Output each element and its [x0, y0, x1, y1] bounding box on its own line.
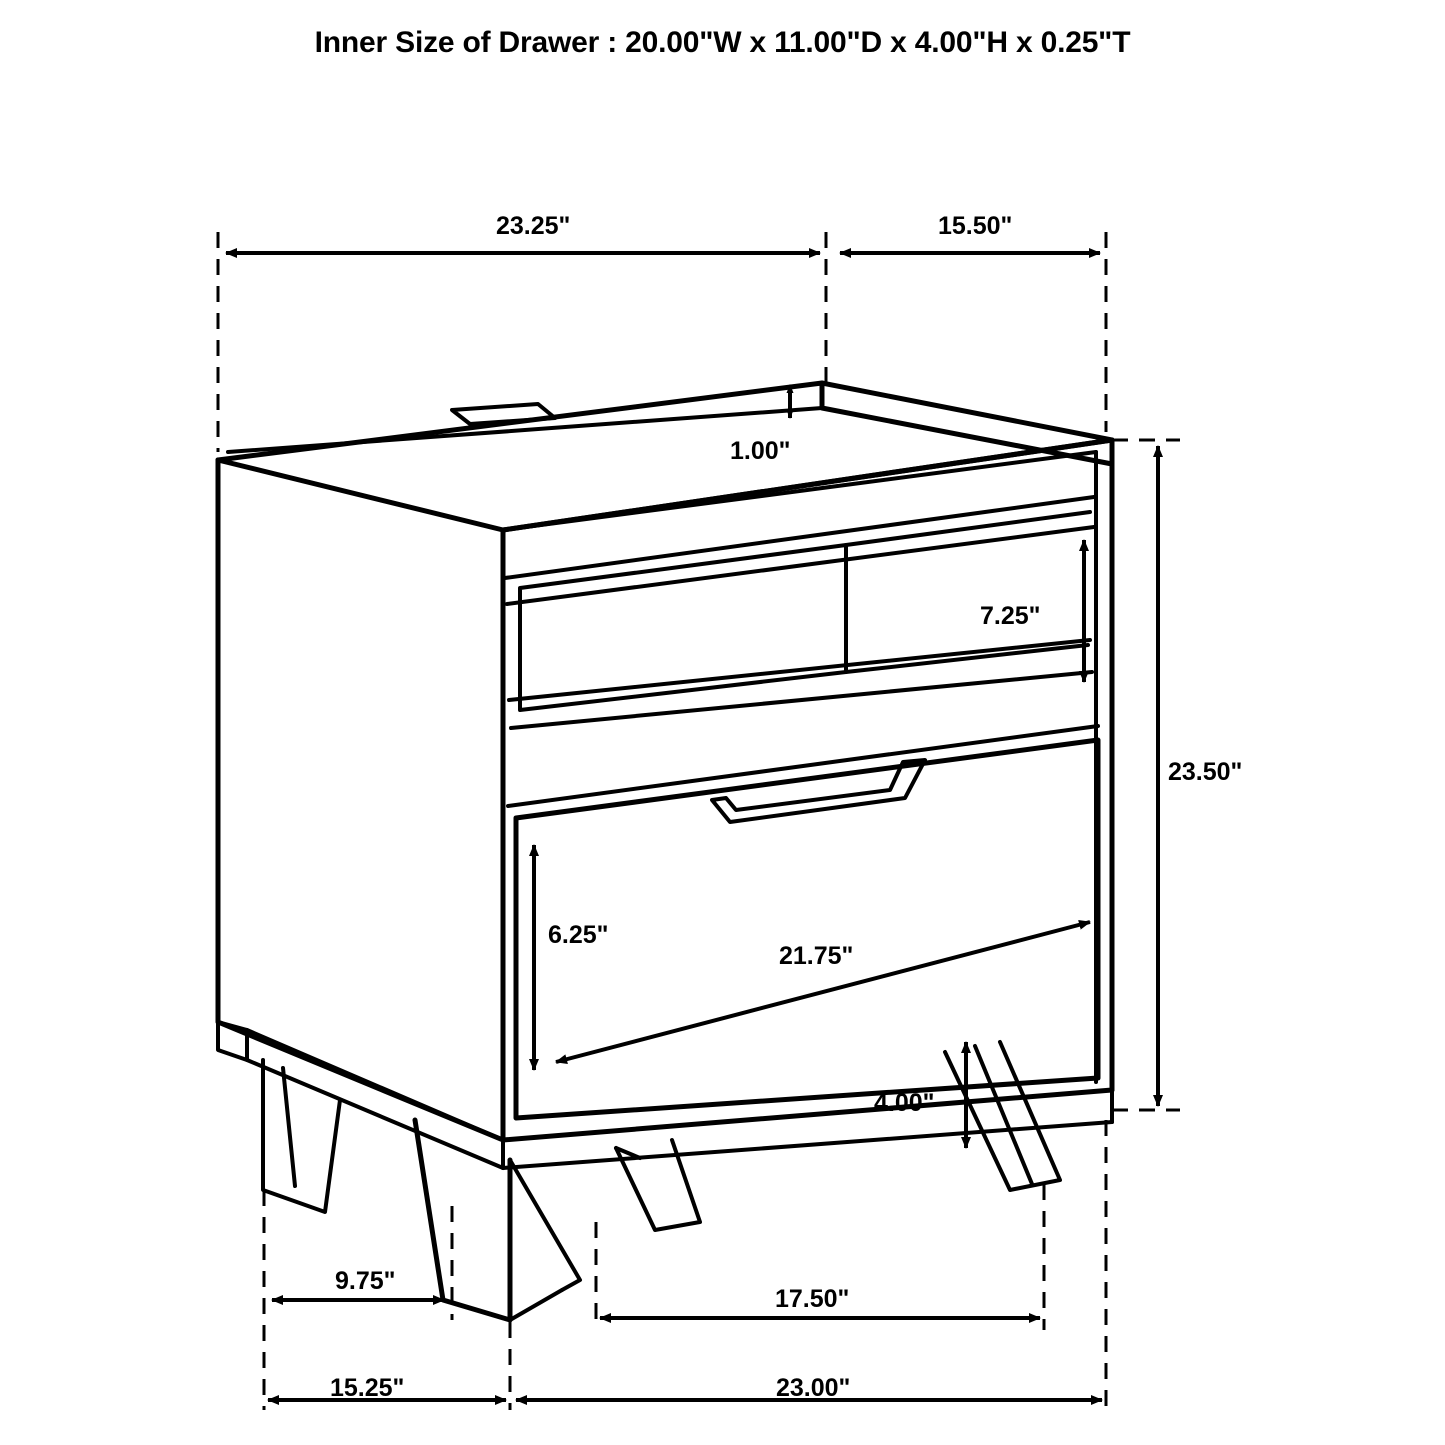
shelf-interior-top-right	[846, 512, 1090, 545]
front-face	[503, 440, 1112, 1140]
label-shelf-opening-height: 7.25"	[980, 602, 1041, 630]
extension-lines	[218, 232, 1180, 1410]
dimension-lines	[226, 253, 1158, 1400]
front-top-rail-line	[503, 452, 1096, 530]
label-top-lip-height: 1.00"	[730, 437, 791, 465]
label-total-height: 23.50"	[1168, 758, 1243, 786]
label-top-right-width: 15.50"	[938, 212, 1013, 240]
leg-front-left-right-face	[510, 1160, 580, 1290]
label-left-leg-span: 9.75"	[335, 1267, 396, 1295]
page-title: Inner Size of Drawer : 20.00"W x 11.00"D x 4.00"H x 0.25"T	[314, 26, 1131, 59]
label-top-left-width: 23.25"	[496, 212, 571, 240]
leg-rear-right-inner	[975, 1046, 1032, 1184]
shelf-interior-bottom-right	[846, 645, 1088, 672]
shelf-surface-back-edge	[509, 640, 1090, 700]
label-leg-height: 4.00"	[874, 1089, 935, 1117]
label-front-foot-span: 17.50"	[775, 1285, 850, 1313]
drawer-top-reveal	[508, 726, 1098, 806]
label-drawer-front-height: 6.25"	[548, 921, 609, 949]
nightstand-body	[218, 383, 1112, 1320]
label-front-width: 23.00"	[776, 1374, 851, 1402]
label-drawer-front-width: 21.75"	[779, 942, 854, 970]
leg-rear-left-inner	[283, 1068, 295, 1186]
base-left-end	[218, 1022, 247, 1060]
label-left-side-depth: 15.25"	[330, 1374, 405, 1402]
top-rear-lip-right	[822, 383, 1112, 464]
cable-notch	[452, 404, 555, 424]
